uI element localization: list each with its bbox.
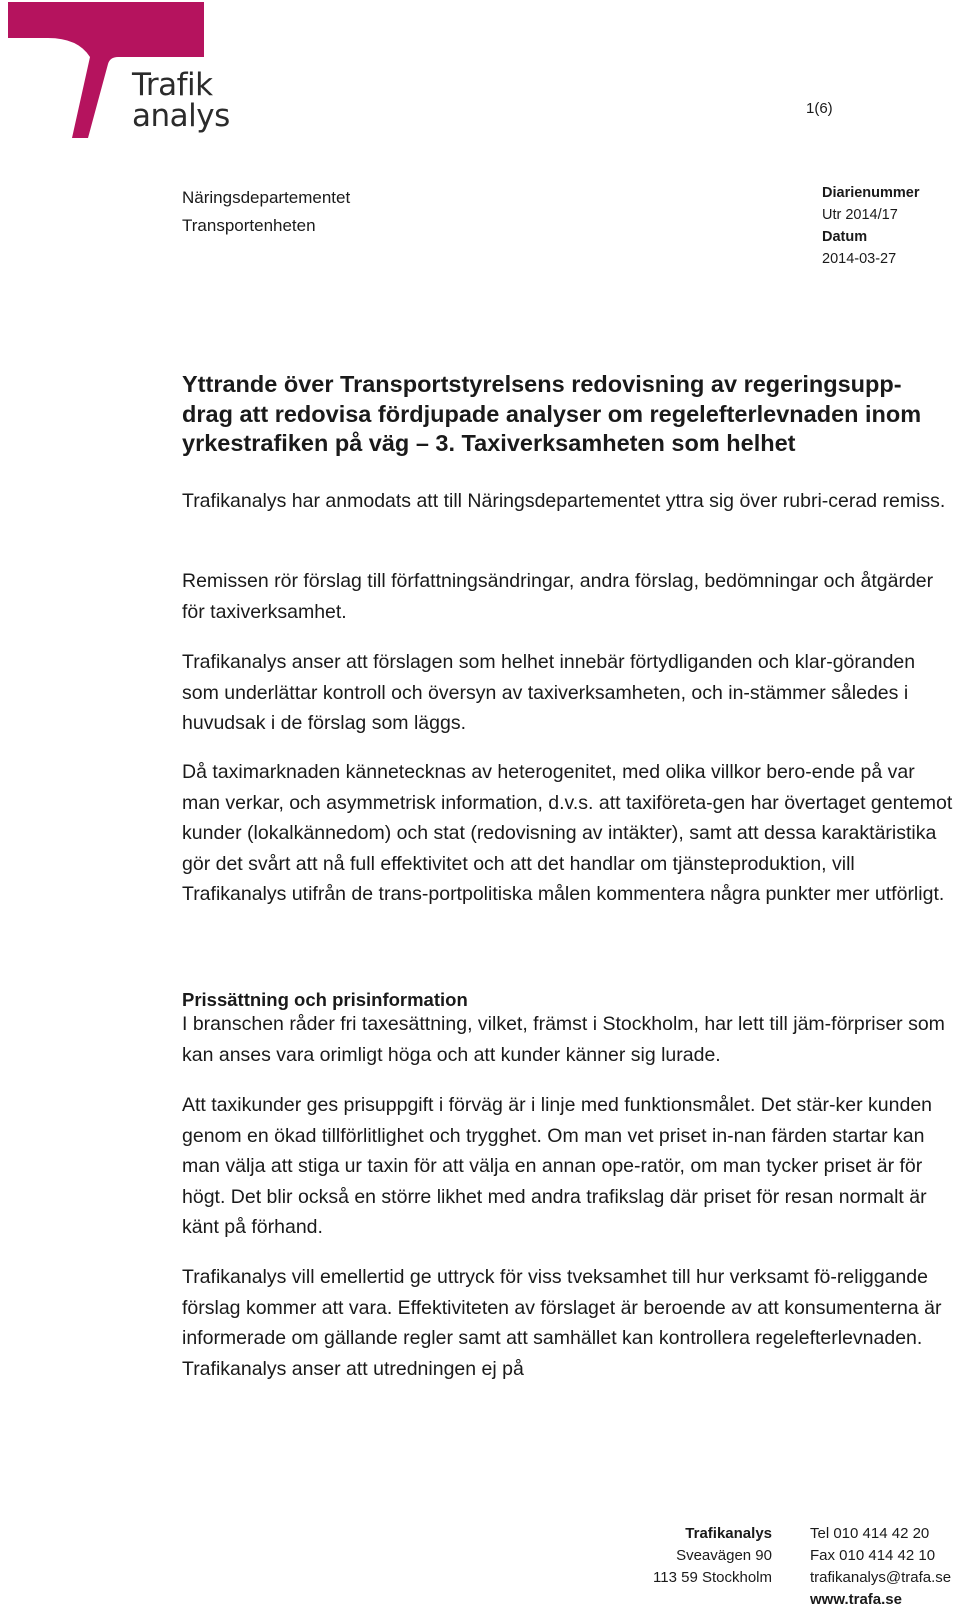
section-paragraph-2: Att taxikunder ges prisuppgift i förväg är i linje med funktionsmålet. Det stär-ker kunden genom en ökad tillförlitlighet och trygghet. Om man vet priset in-nan färden startar kan man välja att stiga ur taxin för att välja en annan ope-ratör, om man tycker priset är för högt. Det blir också en större likhet med andra trafikslag där priset för resan normalt är känt på förhand. [182,1094,933,1238]
paragraph-2: Remissen rör förslag till författningsändringar, andra förslag, bedömningar och åtgärder för taxiverksamhet. [182,570,934,623]
paragraph-3: Trafikanalys anser att förslagen som helhet innebär förtydliganden och klar-göranden som underlättar kontroll och översyn av taxiverksamheten, och in-stämmer således i huvudsak i de förslag som läggs. [182,651,916,734]
document-meta [822,182,920,270]
page-number: 1(6) [806,100,833,117]
recipient-unit: Transportenheten [182,216,316,235]
datum-label: Datum [822,229,868,245]
paragraph-4: Då taximarknaden kännetecknas av heterogenitet, med olika villkor bero-ende på var man verkar, och asymmetrisk information, d.v.s. att taxiföreta-gen har övertaget gentemot kunder (lokalkännedom) och stat (redovisning av intäkter), samt att dessa karaktäristika gör det svårt att nå full effektivitet och att det handlar om tjänsteproduktion, vill Trafikanalys utifrån de trans-portpolitiska målen kommentera några punkter mer utförligt. [182,761,953,905]
footer-email[interactable]: trafikanalys@trafa.se [810,1569,952,1586]
footer-fax: Fax 010 414 42 10 [810,1547,936,1564]
footer-web[interactable]: www.trafa.se [810,1591,902,1608]
section-paragraph-1: I branschen råder fri taxesättning, vilket, främst i Stockholm, har lett till jäm-förpriser som kan anses vara orimligt höga och att kunder känner sig lurade. [182,1013,945,1066]
footer-org-name: Trafikanalys [685,1525,772,1542]
paragraph-1: Trafikanalys har anmodats att till Näringsdepartementet yttra sig över rubri-cerad remiss. [182,490,946,512]
section-paragraph-3: Trafikanalys vill emellertid ge uttryck för viss tveksamhet till hur verksamt fö-religgande förslag kommer att vara. Effektiviteten av förslaget är beroende av att konsumenterna är informerade om gällande regler samt att samhället kan kontrollera regelefterlevnaden. Trafikanalys anser att utredningen ej på [182,1266,942,1380]
footer-city: 113 59 Stockholm [653,1569,772,1586]
recipient-department: Näringsdepartementet [182,188,351,207]
diarienummer-label: Diarienummer [822,185,920,201]
footer-address [560,1523,772,1589]
footer-street: Sveavägen 90 [676,1547,772,1564]
recipient-block [182,184,350,240]
logo-wordmark-line2: analys [132,98,230,134]
diarienummer-value: Utr 2014/17 [822,207,898,223]
logo-wordmark [132,67,230,134]
footer-tel: Tel 010 414 42 20 [810,1525,930,1542]
document-title: Yttrande över Transportstyrelsens redovisning av regeringsupp-drag att redovisa fördjupade analyser om regelefterlevnaden inom yrkestrafiken på väg – 3. Taxiverksamheten som helhet [182,371,922,456]
section-heading: Prissättning och prisinformation [182,989,468,1010]
footer-contact [810,1523,960,1611]
logo-wordmark-line1: Trafik [132,67,213,103]
datum-value: 2014-03-27 [822,251,897,267]
